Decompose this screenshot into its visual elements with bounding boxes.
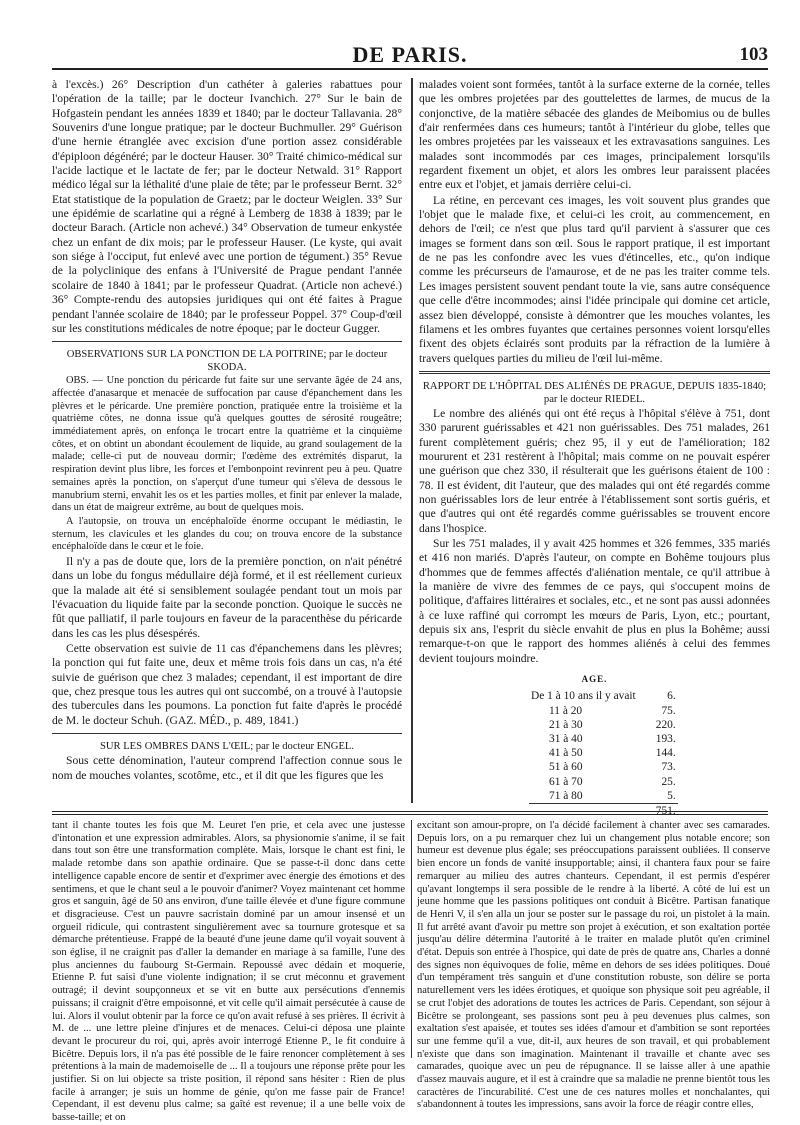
right-column: [419, 78, 770, 818]
body-paragraph: Il n'y a pas de doute que, lors de la première ponction, on n'ait pénétré dans un lobe du fongus médullaire déjà formé, et il est réellement curieux que la malade ait été si sensiblement soulagée pendant tout un mois par l'évacuation du liquide faite par la seconde ponction. Quoique le succès ne fût que palliatif, il parle toujours en faveur de la paracenthèse du péricarde dans les cas les plus désespérés.: [52, 555, 402, 640]
feuilleton-left-column: [52, 820, 405, 1124]
age-range: 21 à 30: [549, 718, 583, 731]
table-row: [529, 704, 678, 718]
main-content: [52, 78, 770, 818]
age-count: 73.: [661, 761, 676, 774]
body-paragraph: La rétine, en percevant ces images, les voit souvent plus grandes que l'objet que le malade fixe, et celui-ci les croit, au commencement, en dehors de l'œil; ce n'est que plus tard qu'il parvient à s'assurer que ces images se forment dans son œil. Sous le rapport pratique, il est important de ne pas les confondre avec les vues d'étincelles, etc., qu'on indique comme les précurseurs de l'amaurose, et de ne pas les traiter comme tels. Les images persistent souvent pendant toute la vie, sans autre conséquence que celle d'être incommodes; ainsi l'idée principale qui domine cet article, assez bien développé, consiste à démontrer que les mouches volantes, les filamens et les ombres fuyantes que certaines personnes voient lorsqu'elles fixent des objets éclairés sont produits par la réfraction de la lumière à travers quelques parties du milieu de l'œil lui-même.: [419, 193, 770, 365]
age-range: 51 à 60: [549, 761, 583, 774]
age-table-title: AGE.: [581, 674, 608, 685]
section-heading-riedel: RAPPORT DE L'HÔPITAL DES ALIÉNÉS DE PRAGUE, DEPUIS 1835-1840; par le docteur RIEDEL.: [422, 380, 767, 405]
body-paragraph: Le nombre des aliénés qui ont été reçus à l'hôpital s'élève à 751, dont 330 parurent guérissables et 421 non guérissables. Des 751 malades, 261 furent complètement guéris; chez 95, il y eut de l'amélioration; 182 moururent et 231 restèrent à l'hôpital; mais comme on ne pouvait espérer une guérison que chez 330, il résulterait que les guérisons étaient de 100 : 78. Il est évident, dit l'auteur, que des malades qui ont été regardés comme non guérissables lors de leur entrée à l'établissement sont sortis guéris, et que d'autres qui ont été regardés comme guérissables se trouvent encore dans l'hospice.: [419, 406, 770, 535]
table-row: [529, 789, 678, 804]
section-divider: [419, 371, 770, 374]
autopsy-paragraph: A l'autopsie, on trouva un encéphaloïde énorme occupant le médiastin, le sternum, les clavicules et les glandes du cou; on trouva encore de la substance encéphaloïde dans le cœur et le foie.: [52, 515, 402, 553]
table-row: [529, 718, 678, 732]
age-range: 71 à 80: [549, 789, 583, 802]
age-count: 25.: [661, 775, 676, 788]
age-count: 5.: [667, 789, 676, 802]
table-row: [529, 689, 678, 703]
left-column: [52, 78, 402, 808]
age-range: 41 à 50: [549, 747, 583, 760]
age-count: 220.: [655, 718, 676, 731]
table-row: [529, 732, 678, 746]
column-rule: [411, 820, 412, 1058]
body-paragraph: malades voient sont formées, tantôt à la surface externe de la cornée, telles que les ombres projetées par des gouttelettes de larmes, de mucus de la conjonctive, de la matière sébacée des glandes de Meibomius ou de bulles d'air renfermées dans ces humeurs; tantôt à l'intérieur du globe, telles que les ombres projetées par les vaisseaux et les extravasations sanguines. Les malades sont incommodés par ces images, principalement lorsqu'ils regardent fixement un objet, et alors les ombres leur paraissent placées entre eux et l'objet, et jamais derrière celui-ci.: [419, 78, 770, 192]
section-divider: [52, 341, 402, 342]
page-number: 103: [739, 44, 768, 65]
article-list-continuation: à l'excès.) 26° Description d'un cathéter à galeries rabattues pour l'opération de la taille; par le docteur Ivanchich. 27° Sur le bain de Hofgastein pendant les années 1839 et 1840; par le docteur Tallavania. 28° Souvenirs d'une longue pratique; par le docteur Buchmuller. 29° Guérison d'une hernie étranglée avec excision d'une portion assez considérable d'épiploon dégénéré; par le docteur Hauser. 30° Traité chimico-médical sur l'acide lactique et le lactate de fer; par le docteur Netwald. 31° Rapport médico légal sur la léthalité d'une plaie de tête; par le professeur Bernt. 32° Etat statistique de la population de Graetz; par le docteur Weiglen. 33° Sur une épidémie de scarlatine qui a régné à Lemberg de 1838 à 1839; par le docteur Barach. (Article non achevé.) 34° Observation de tumeur enkystée chez un enfant de dix mois; par le professeur Hauser. (Le kyste, qui avait son siége à l'occiput, fut enlevé avec une portion de tégument.) 35° Revue de la polyclinique des enfans à l'Université de Prague pendant l'année scolaire de 1840 à 1841; par le professeur Quadrat. (Article non achevé.) 36° Compte-rendu des autopsies juridiques qui ont été faites à Prague pendant l'année scolaire de 1840; par le professeur Poppel. 37° Coup-d'œil sur les constitutions médicales de notre époque; par le docteur Gugger.: [52, 78, 402, 335]
age-count: 193.: [655, 733, 676, 746]
body-paragraph: Cette observation est suivie de 11 cas d'épanchemens dans les plèvres; la ponction qui fut faite une, deux et même trois fois dans un cas, n'a été suivie de guérison que chez 3 malades; cependant, il est important de dire que, chez presque tous les autres qui ont succombé, on a trouvé à l'autopsie des tubercules dans les poumons. La ponction fut faite d'après le procédé de M. le docteur Schuh. (GAZ. MÉD., p. 489, 1841.): [52, 642, 402, 727]
running-title: DE PARIS.: [352, 42, 468, 67]
section-heading-skoda: OBSERVATIONS SUR LA PONCTION DE LA POITRINE; par le docteur SKODA.: [66, 349, 388, 374]
age-count: 144.: [655, 747, 676, 760]
column-rule: [411, 78, 413, 803]
feuilleton-text: excitant son amour-propre, on l'a décidé facilement à chanter avec ses camarades. Depuis lors, on a pu remarquer chez lui un changement plus notable encore; son humeur est devenue plus égale; ses préoccupations paraissent oubliées. Il conserve bien encore un fonds de vanité insupportable; ainsi, il chantera faux pour se faire remarquer au milieu des autres chanteurs. Cependant, il est permis d'espérer qu'avant longtemps il sera possible de le rendre à la liberté. A côté de lui est un jeune homme que les passions politiques ont conduit à Bicêtre. Partisan fanatique de Henri V, il s'en alla un jour se poster sur le passage du roi, un pistolet à la main. Il fut arrêté avant d'avoir pu mettre son projet à exécution, et son exaltation portée jusqu'au délire détermina l'autorité à le traiter en malade plutôt qu'en criminel d'état. Depuis son entrée à l'hospice, qui date de près de quatre ans, Charles a donné des signes non équivoques de folie, même en dehors de ses idées politiques. Doué d'un tempérament très sanguin et d'une constitution robuste, son délire se porta naturellement vers les idées érotiques, et quoique son physique soit peu agréable, il se crut l'objet des adorations de toutes les actrices de Paris. Cependant, son séjour à Bicêtre se prolongeant, ses passions sont peu à peu devenues plus calmes, son exaltation s'est apaisée, et toutes ses idées d'amour et d'ambition se sont reportées sur une femme qu'il a vue, dit-il, aux heures de son travail, et qui probablement n'existe que dans son imagination. Maintenant il travaille et chante avec ses camarades, quoique avec un peu de répugnance. Il se laisse aller à une apathie d'assez mauvais augure, et il est à craindre que sa maladie ne prenne bientôt tous les caractères de l'incurabilité. C'est une de ces natures molles et nonchalantes, qui s'abandonnent à toutes les impressions, sans avoir la force de réagir contre elles,: [417, 820, 770, 1111]
feuilleton-text: tant il chante toutes les fois que M. Leuret l'en prie, et cela avec une justesse d'intonation et une expression admirables. Alors, sa physionomie s'anime, il se fait dans tout son être une transformation complète. Mais, lorsque le chant est fini, le malade retombe dans son apathie ordinaire. Que se passe-t-il donc dans cette intelligence capable encore de sentir et d'exprimer avec énergie des émotions et des sentimens, et que le chant seul a le pouvoir d'animer? Voyez maintenant cet homme gros et sanguin, âgé de 50 ans environ, d'une taille élevée et d'une figure commune et disgracieuse. C'est un pauvre sacristain dominé par un amour insensé et un orgueil ridicule, qui contrastent singulièrement avec sa tournure grotesque et sa démarche prétentieuse. Frappé de la beauté d'une jeune dame qu'il voyait souvent à son église, il ne craignit pas d'aller la demander en mariage à sa famille, l'une des plus anciennes du faubourg St-Germain. Repoussé avec dédain et moquerie, Etienne P. fut saisi d'une violente indignation; il se crut méconnu et gravement outragé; il devint soupçonneux et se vit en butte aux persécutions d'ennemis puissans; il craignit d'être empoisonné, et vit celle qu'il aimait persécutée à cause de lui. Alors il voulut obtenir par la force ce qu'on avait refusé à ses prières. Il écrivit à M. de ... une lettre pleine d'injures et de menaces. Celui-ci déposa une plainte devant le procureur du roi, qui, après avoir interrogé Etienne P., le fit conduire à Bicêtre. Depuis lors, il n'a pas été possible de le faire renoncer complètement à ses prétentions à la main de mademoiselle de ... Il a toujours une réponse prête pour les justifier. Si on lui objecte sa triste position, il répond sans hésiter : Rien de plus facile à arranger; je suis un homme de génie, qu'on me fasse pair de France! Cependant, il est devenu plus calme; sa gaîté est revenue; il a une belle voix de basse-taille; et on: [52, 820, 405, 1124]
table-row: [529, 760, 678, 774]
age-table: [529, 689, 678, 818]
age-range: 31 à 40: [549, 733, 583, 746]
section-heading-engel: SUR LES OMBRES DANS L'ŒIL; par le docteur ENGEL.: [99, 741, 355, 753]
feuilleton-right-column: [417, 820, 770, 1111]
feuilleton-rule: [52, 811, 768, 815]
age-range: De 1 à 10 ans il y avait: [531, 690, 636, 703]
age-count: 6.: [667, 690, 676, 703]
age-count: 75.: [661, 704, 676, 717]
body-paragraph: Sur les 751 malades, il y avait 425 hommes et 326 femmes, 335 mariés et 416 non mariés. D'après l'auteur, on compte en Bohême toujours plus d'hommes que de femmes affectés d'aliénation mentale, ce qu'il attribue à la manière de vivre des femmes de ce pays, qui s'occupent moins de politique, d'affaires littéraires et sociales, etc., et ne sont pas aussi adonnées à ce luxe raffiné qui corrompt les mœurs de Paris, Lyon, etc.; pourtant, depuis six ans, l'esprit du siècle envahit de plus en plus la Bohême; aussi remarque-t-on que le rapport des hommes aliénés à celui des femmes devient toujours moindre.: [419, 536, 770, 665]
feuilleton: [52, 820, 770, 1124]
table-row: [529, 746, 678, 760]
age-range: 61 à 70: [549, 775, 583, 788]
table-row: [529, 775, 678, 789]
observation-paragraph: OBS. — Une ponction du péricarde fut faite sur une servante âgée de 24 ans, affectée d'anasarque et menacée de suffocation par cause d'épanchement dans les plèvres et le péricarde. Une première ponction, pratiquée entre la troisième et la quatrième côtes, ne donna issue qu'à quelques gouttes de sérosité rougeâtre; immédiatement après, on enfonça le trocart entre la quatrième et la cinquième côtes, et on obtint un abondant écoulement de liquide, au grand soulagement de la malade; celle-ci put de nouveau dormir; l'œdème des extrémités disparut, la respiration devint plus libre, les forces et l'embonpoint revinrent peu à peu. Quatre semaines après la ponction, on s'aperçut d'une tumeur qui s'éleva de dessous le manubrium sterni, envahit les os et les parties molles, et finit par enlever la malade, dans un état de maigreur extrême, au bout de quelques mois.: [52, 375, 402, 514]
body-paragraph: Sous cette dénomination, l'auteur comprend l'affection connue sous le nom de mouches volantes, scotôme, etc., et il dit que les figures que les: [52, 754, 402, 782]
age-total: 751.: [638, 804, 678, 819]
age-range: 11 à 20: [549, 704, 583, 717]
page-header: [52, 42, 768, 70]
section-divider: [52, 733, 402, 734]
